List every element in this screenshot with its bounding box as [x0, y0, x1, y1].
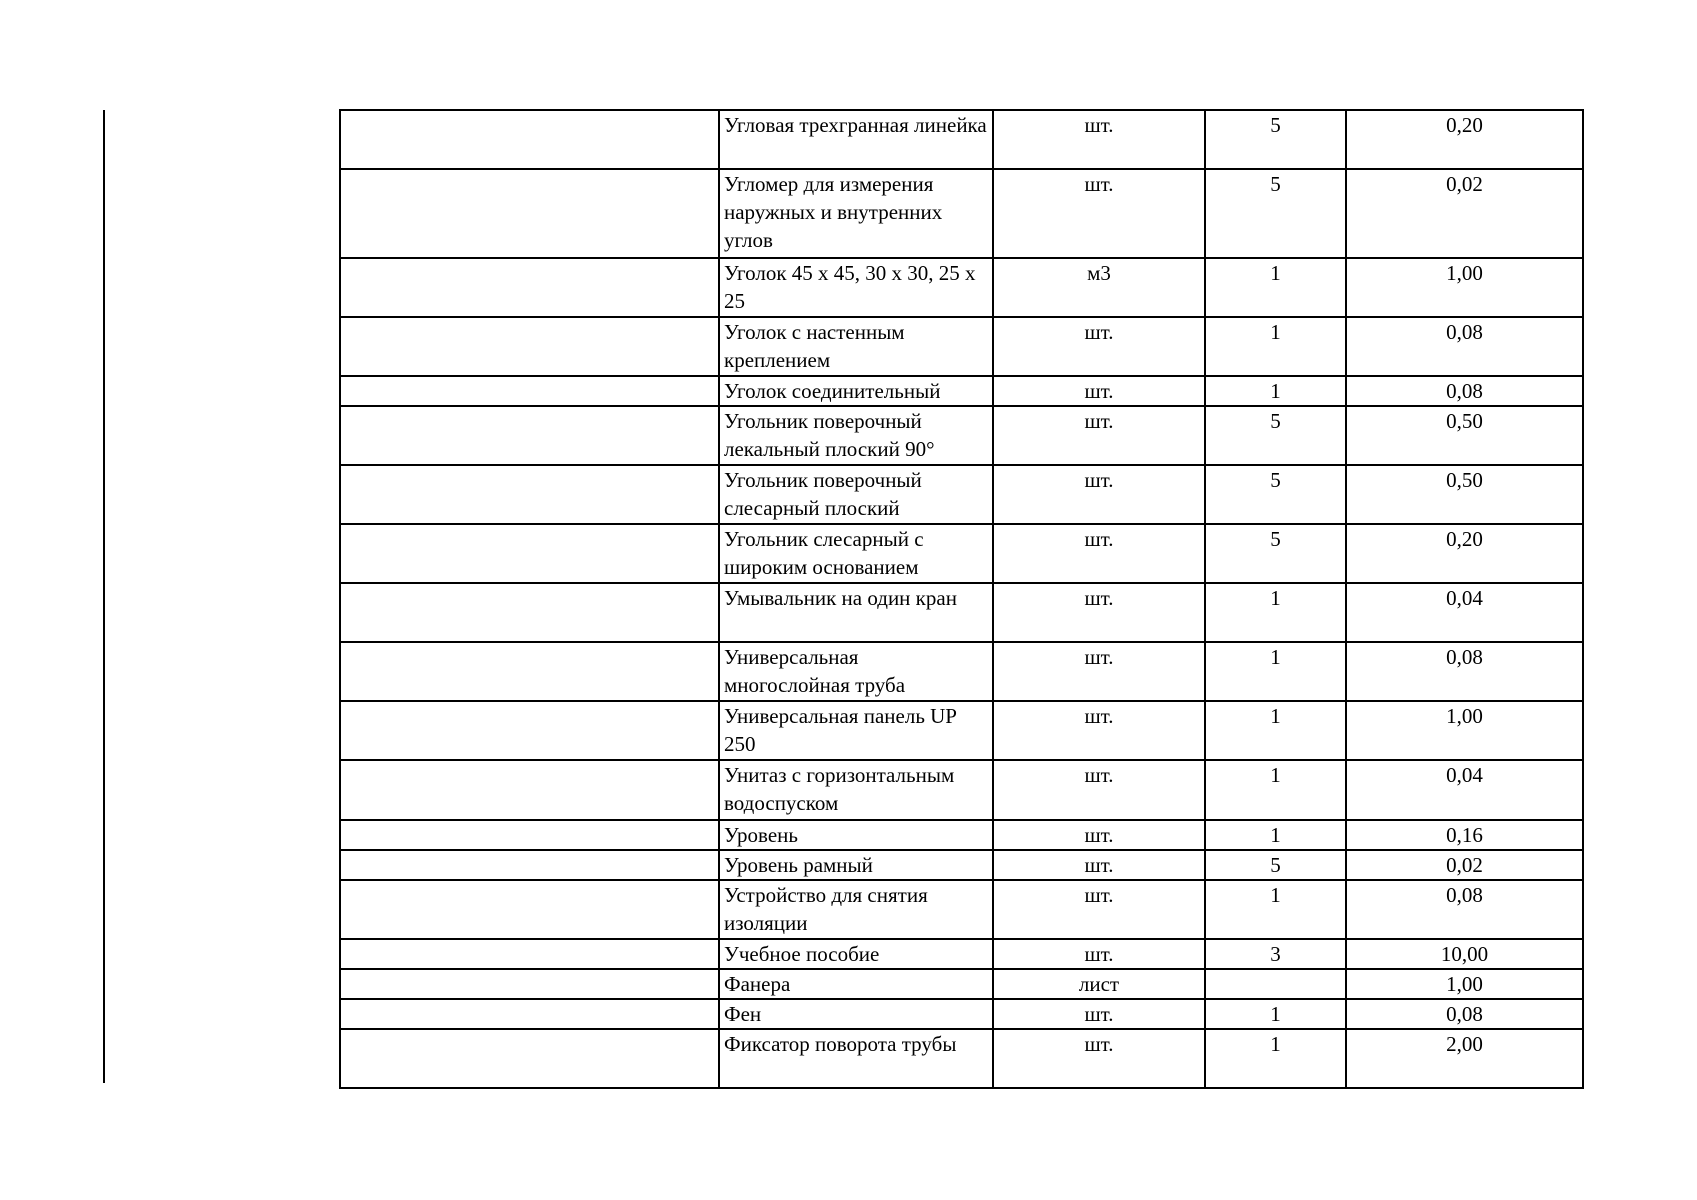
table-row: [340, 317, 1583, 376]
blank-cell: [340, 376, 719, 406]
value-cell: 0,08: [1346, 376, 1583, 406]
unit-cell: шт.: [993, 169, 1205, 258]
item-name-cell: Устройство для снятия изоляции: [719, 880, 993, 939]
blank-cell: [340, 999, 719, 1029]
quantity-cell: 1: [1205, 999, 1346, 1029]
quantity-cell: 5: [1205, 169, 1346, 258]
unit-cell: лист: [993, 969, 1205, 999]
table-row: [340, 524, 1583, 583]
value-cell: 0,16: [1346, 820, 1583, 850]
unit-cell: шт.: [993, 465, 1205, 524]
table-row: [340, 110, 1583, 169]
quantity-cell: 5: [1205, 465, 1346, 524]
item-name-cell: Угломер для измерения наружных и внутренних углов: [719, 169, 993, 258]
table-row: [340, 969, 1583, 999]
quantity-cell: 1: [1205, 317, 1346, 376]
table-row: [340, 376, 1583, 406]
blank-cell: [340, 939, 719, 969]
item-name-cell: Уголок с настенным креплением: [719, 317, 993, 376]
value-cell: 0,04: [1346, 760, 1583, 820]
blank-cell: [340, 850, 719, 880]
value-cell: 0,02: [1346, 850, 1583, 880]
table-row: [340, 169, 1583, 258]
table-row: [340, 406, 1583, 465]
quantity-cell: 1: [1205, 583, 1346, 642]
quantity-cell: 3: [1205, 939, 1346, 969]
quantity-cell: 1: [1205, 258, 1346, 317]
item-name-cell: Уголок соединительный: [719, 376, 993, 406]
blank-cell: [340, 406, 719, 465]
item-name-cell: Угольник поверочный лекальный плоский 90°: [719, 406, 993, 465]
unit-cell: шт.: [993, 850, 1205, 880]
item-name-cell: Уровень рамный: [719, 850, 993, 880]
unit-cell: м3: [993, 258, 1205, 317]
blank-cell: [340, 969, 719, 999]
table-row: [340, 880, 1583, 939]
blank-cell: [340, 169, 719, 258]
item-name-cell: Уровень: [719, 820, 993, 850]
quantity-cell: 1: [1205, 642, 1346, 701]
table-row: [340, 999, 1583, 1029]
value-cell: 0,08: [1346, 999, 1583, 1029]
value-cell: 1,00: [1346, 701, 1583, 760]
item-name-cell: Фен: [719, 999, 993, 1029]
value-cell: 0,08: [1346, 880, 1583, 939]
value-cell: 2,00: [1346, 1029, 1583, 1088]
item-name-cell: Умывальник на один кран: [719, 583, 993, 642]
blank-cell: [340, 465, 719, 524]
item-name-cell: Угловая трехгранная линейка: [719, 110, 993, 169]
table-row: [340, 465, 1583, 524]
unit-cell: шт.: [993, 760, 1205, 820]
blank-cell: [340, 880, 719, 939]
item-name-cell: Унитаз с горизонтальным водоспуском: [719, 760, 993, 820]
quantity-cell: 1: [1205, 376, 1346, 406]
blank-cell: [340, 524, 719, 583]
quantity-cell: 1: [1205, 880, 1346, 939]
unit-cell: шт.: [993, 820, 1205, 850]
blank-cell: [340, 583, 719, 642]
value-cell: 0,20: [1346, 524, 1583, 583]
item-name-cell: Уголок 45 х 45, 30 х 30, 25 х 25: [719, 258, 993, 317]
blank-cell: [340, 317, 719, 376]
table-row: [340, 939, 1583, 969]
value-cell: 0,08: [1346, 317, 1583, 376]
unit-cell: шт.: [993, 880, 1205, 939]
blank-cell: [340, 820, 719, 850]
table-row: [340, 850, 1583, 880]
value-cell: 0,50: [1346, 465, 1583, 524]
unit-cell: шт.: [993, 939, 1205, 969]
unit-cell: шт.: [993, 524, 1205, 583]
table-row: [340, 642, 1583, 701]
unit-cell: шт.: [993, 1029, 1205, 1088]
unit-cell: шт.: [993, 701, 1205, 760]
equipment-table: [339, 109, 1584, 1089]
unit-cell: шт.: [993, 999, 1205, 1029]
value-cell: 0,20: [1346, 110, 1583, 169]
value-cell: 0,08: [1346, 642, 1583, 701]
blank-cell: [340, 701, 719, 760]
item-name-cell: Фиксатор поворота трубы: [719, 1029, 993, 1088]
blank-cell: [340, 258, 719, 317]
table-row: [340, 258, 1583, 317]
value-cell: 1,00: [1346, 969, 1583, 999]
table-row: [340, 760, 1583, 820]
value-cell: 0,02: [1346, 169, 1583, 258]
item-name-cell: Фанера: [719, 969, 993, 999]
item-name-cell: Учебное пособие: [719, 939, 993, 969]
value-cell: 1,00: [1346, 258, 1583, 317]
unit-cell: шт.: [993, 110, 1205, 169]
blank-cell: [340, 110, 719, 169]
quantity-cell: 5: [1205, 524, 1346, 583]
item-name-cell: Угольник слесарный с широким основанием: [719, 524, 993, 583]
quantity-cell: 1: [1205, 1029, 1346, 1088]
unit-cell: шт.: [993, 583, 1205, 642]
unit-cell: шт.: [993, 642, 1205, 701]
unit-cell: шт.: [993, 406, 1205, 465]
table-body: [340, 110, 1583, 1088]
blank-cell: [340, 760, 719, 820]
value-cell: 0,04: [1346, 583, 1583, 642]
item-name-cell: Угольник поверочный слесарный плоский: [719, 465, 993, 524]
item-name-cell: Универсальная многослойная труба: [719, 642, 993, 701]
value-cell: 0,50: [1346, 406, 1583, 465]
table-row: [340, 1029, 1583, 1088]
value-cell: 10,00: [1346, 939, 1583, 969]
blank-cell: [340, 642, 719, 701]
quantity-cell: 5: [1205, 406, 1346, 465]
table-row: [340, 583, 1583, 642]
unit-cell: шт.: [993, 376, 1205, 406]
quantity-cell: 1: [1205, 701, 1346, 760]
item-name-cell: Универсальная панель UP 250: [719, 701, 993, 760]
quantity-cell: 1: [1205, 760, 1346, 820]
quantity-cell: 5: [1205, 850, 1346, 880]
quantity-cell: 5: [1205, 110, 1346, 169]
quantity-cell: 1: [1205, 820, 1346, 850]
blank-cell: [340, 1029, 719, 1088]
unit-cell: шт.: [993, 317, 1205, 376]
quantity-cell: [1205, 969, 1346, 999]
table-row: [340, 701, 1583, 760]
table-row: [340, 820, 1583, 850]
page-margin-line: [103, 110, 105, 1083]
